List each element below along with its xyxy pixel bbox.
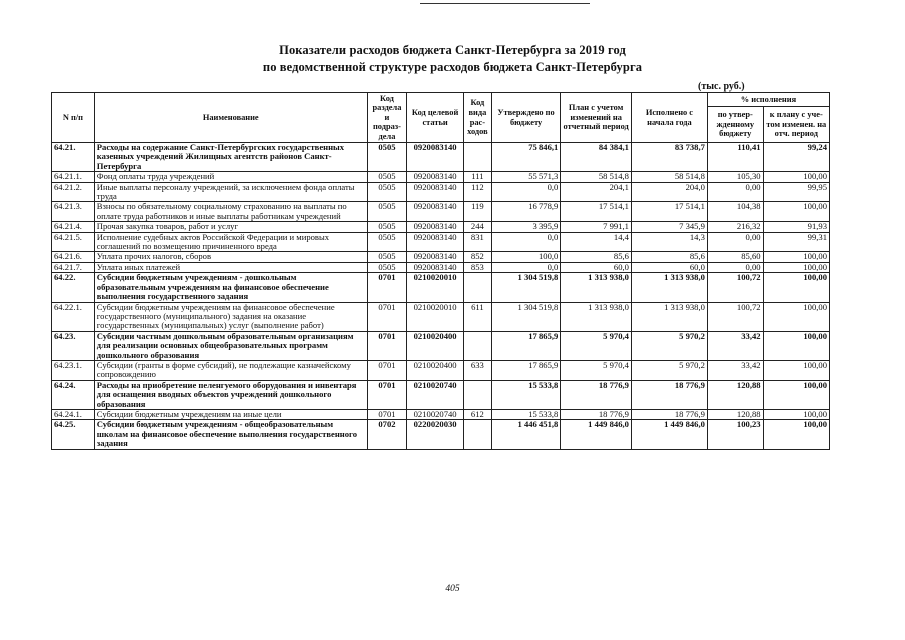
row-razdel-code: 0701: [367, 409, 407, 419]
row-number: 64.25.: [52, 420, 95, 449]
row-name: Взносы по обязательному социальному страхованию на выплаты по оплате труда работников и иные выплаты работникам учреждений: [94, 202, 367, 222]
row-pct-plan: 91,93: [763, 222, 829, 232]
row-executed: 83 738,7: [631, 143, 707, 172]
row-expense-type-code: 852: [463, 252, 491, 262]
row-approved: 1 304 519,8: [491, 273, 561, 302]
row-executed: 1 449 846,0: [631, 420, 707, 449]
row-pct-plan: 99,95: [763, 182, 829, 202]
row-executed: 14,3: [631, 232, 707, 252]
row-executed: 5 970,2: [631, 360, 707, 380]
row-number: 64.21.4.: [52, 222, 95, 232]
row-plan: 5 970,4: [561, 331, 632, 360]
row-target-code: 0920083140: [407, 252, 464, 262]
row-expense-type-code: 119: [463, 202, 491, 222]
row-name: Иные выплаты персоналу учреждений, за исключением фонда оплаты труда: [94, 182, 367, 202]
row-approved: 0,0: [491, 232, 561, 252]
row-executed: 18 776,9: [631, 380, 707, 409]
row-plan: 1 449 846,0: [561, 420, 632, 449]
row-target-code: 0920083140: [407, 182, 464, 202]
row-number: 64.21.: [52, 143, 95, 172]
row-executed: 60,0: [631, 262, 707, 272]
row-razdel-code: 0701: [367, 380, 407, 409]
row-executed: 204,0: [631, 182, 707, 202]
row-expense-type-code: 831: [463, 232, 491, 252]
table-row: [52, 302, 830, 331]
row-target-code: 0920083140: [407, 202, 464, 222]
table-row: [52, 262, 830, 272]
row-pct-approved: 0,00: [707, 262, 763, 272]
units-label: (тыс. руб.): [698, 81, 745, 92]
row-target-code: 0220020030: [407, 420, 464, 449]
row-name: Прочая закупка товаров, работ и услуг: [94, 222, 367, 232]
row-number: 64.24.: [52, 380, 95, 409]
row-pct-plan: 100,00: [763, 380, 829, 409]
row-pct-approved: 100,23: [707, 420, 763, 449]
row-approved: 0,0: [491, 262, 561, 272]
row-pct-approved: 110,41: [707, 143, 763, 172]
row-executed: 18 776,9: [631, 409, 707, 419]
row-executed: 1 313 938,0: [631, 302, 707, 331]
row-expense-type-code: 112: [463, 182, 491, 202]
header-cs: Код целевой статьи: [407, 93, 464, 143]
row-plan: 84 384,1: [561, 143, 632, 172]
row-approved: 17 865,9: [491, 331, 561, 360]
table-row: [52, 380, 830, 409]
row-number: 64.24.1.: [52, 409, 95, 419]
row-number: 64.21.1.: [52, 172, 95, 182]
row-pct-approved: 120,88: [707, 380, 763, 409]
row-pct-approved: 120,88: [707, 409, 763, 419]
row-number: 64.23.: [52, 331, 95, 360]
row-executed: 5 970,2: [631, 331, 707, 360]
row-target-code: 0920083140: [407, 232, 464, 252]
row-plan: 5 970,4: [561, 360, 632, 380]
row-razdel-code: 0505: [367, 252, 407, 262]
row-plan: 1 313 938,0: [561, 302, 632, 331]
row-target-code: 0210020740: [407, 380, 464, 409]
table-row: [52, 420, 830, 449]
row-number: 64.21.6.: [52, 252, 95, 262]
row-target-code: 0920083140: [407, 222, 464, 232]
row-approved: 1 304 519,8: [491, 302, 561, 331]
document-title-line2: по ведомственной структуре расходов бюджета Санкт-Петербурга: [262, 60, 643, 74]
row-name: Расходы на приобретение пеленгуемого оборудования и инвентаря для оснащения вводных объектов учреждений дошкольного образования: [94, 380, 367, 409]
header-pct-plan: к плану с уче-том изменен. на отч. период: [763, 107, 829, 143]
table-row: [52, 172, 830, 182]
header-plan: План с учетом изменений на отчетный период: [561, 93, 632, 143]
row-target-code: 0210020010: [407, 302, 464, 331]
row-expense-type-code: 244: [463, 222, 491, 232]
row-approved: 75 846,1: [491, 143, 561, 172]
row-pct-approved: 33,42: [707, 331, 763, 360]
table-row: [52, 182, 830, 202]
row-number: 64.21.2.: [52, 182, 95, 202]
row-target-code: 0210020400: [407, 331, 464, 360]
header-pct-approved: по утвер-жденному бюджету: [707, 107, 763, 143]
page-number: 405: [445, 584, 460, 594]
row-expense-type-code: [463, 273, 491, 302]
row-target-code: 0920083140: [407, 172, 464, 182]
table-row: [52, 143, 830, 172]
table-row: [52, 202, 830, 222]
row-pct-approved: 216,32: [707, 222, 763, 232]
row-pct-plan: 100,00: [763, 360, 829, 380]
table-row: [52, 331, 830, 360]
row-approved: 17 865,9: [491, 360, 561, 380]
row-razdel-code: 0701: [367, 273, 407, 302]
row-pct-plan: 100,00: [763, 420, 829, 449]
top-rule: [420, 3, 590, 4]
row-razdel-code: 0505: [367, 222, 407, 232]
row-name: Фонд оплаты труда учреждений: [94, 172, 367, 182]
row-razdel-code: 0702: [367, 420, 407, 449]
row-razdel-code: 0505: [367, 232, 407, 252]
document-title-line1: Показатели расходов бюджета Санкт-Петербурга за 2019 год: [279, 43, 626, 57]
row-pct-approved: 105,30: [707, 172, 763, 182]
row-approved: 16 778,9: [491, 202, 561, 222]
row-approved: 100,0: [491, 252, 561, 262]
row-name: Субсидии (гранты в форме субсидий), не подлежащие казначейскому сопровождению: [94, 360, 367, 380]
row-pct-approved: 33,42: [707, 360, 763, 380]
row-expense-type-code: [463, 380, 491, 409]
row-pct-approved: 85,60: [707, 252, 763, 262]
row-pct-approved: 0,00: [707, 182, 763, 202]
row-pct-plan: 100,00: [763, 202, 829, 222]
table-row: [52, 360, 830, 380]
row-approved: 0,0: [491, 182, 561, 202]
row-number: 64.22.: [52, 273, 95, 302]
row-approved: 1 446 451,8: [491, 420, 561, 449]
row-pct-plan: 100,00: [763, 172, 829, 182]
row-expense-type-code: 633: [463, 360, 491, 380]
row-razdel-code: 0505: [367, 202, 407, 222]
row-plan: 58 514,8: [561, 172, 632, 182]
table-body: [52, 143, 830, 450]
row-number: 64.21.5.: [52, 232, 95, 252]
row-name: Уплата прочих налогов, сборов: [94, 252, 367, 262]
row-pct-plan: 100,00: [763, 273, 829, 302]
row-approved: 55 571,3: [491, 172, 561, 182]
row-name: Субсидии бюджетным учреждениям на финансовое обеспечение государственного (муниципального) задания на оказание государственных (муниципальных) услуг (выполнение работ): [94, 302, 367, 331]
row-pct-approved: 100,72: [707, 273, 763, 302]
row-plan: 1 313 938,0: [561, 273, 632, 302]
row-pct-plan: 100,00: [763, 302, 829, 331]
table-row: [52, 222, 830, 232]
row-target-code: 0210020010: [407, 273, 464, 302]
row-razdel-code: 0505: [367, 172, 407, 182]
row-expense-type-code: 853: [463, 262, 491, 272]
budget-table: [51, 92, 830, 450]
header-razdel: Код раздела и подраз-дела: [367, 93, 407, 143]
row-plan: 85,6: [561, 252, 632, 262]
row-pct-plan: 100,00: [763, 331, 829, 360]
table-row: [52, 273, 830, 302]
header-vr: Код вида рас-ходов: [463, 93, 491, 143]
row-expense-type-code: 111: [463, 172, 491, 182]
row-expense-type-code: [463, 331, 491, 360]
header-name: Наименование: [94, 93, 367, 143]
row-executed: 7 345,9: [631, 222, 707, 232]
row-number: 64.23.1.: [52, 360, 95, 380]
row-plan: 204,1: [561, 182, 632, 202]
row-number: 64.22.1.: [52, 302, 95, 331]
row-pct-plan: 99,31: [763, 232, 829, 252]
table-row: [52, 232, 830, 252]
row-name: Субсидии бюджетным учреждениям - общеобразовательным школам на финансовое обеспечение выполнения государственного задания: [94, 420, 367, 449]
row-plan: 17 514,1: [561, 202, 632, 222]
row-razdel-code: 0701: [367, 360, 407, 380]
row-target-code: 0210020740: [407, 409, 464, 419]
row-name: Субсидии бюджетным учреждениям на иные цели: [94, 409, 367, 419]
row-executed: 85,6: [631, 252, 707, 262]
row-plan: 18 776,9: [561, 409, 632, 419]
header-executed: Исполнено с начала года: [631, 93, 707, 143]
row-pct-approved: 104,38: [707, 202, 763, 222]
row-target-code: 0920083140: [407, 143, 464, 172]
row-pct-plan: 99,24: [763, 143, 829, 172]
row-number: 64.21.3.: [52, 202, 95, 222]
row-approved: 3 395,9: [491, 222, 561, 232]
row-name: Субсидии бюджетным учреждениям - дошкольным образовательным учреждениям на финансовое обеспечение выполнения государственного задания: [94, 273, 367, 302]
row-target-code: 0210020400: [407, 360, 464, 380]
row-name: Уплата иных платежей: [94, 262, 367, 272]
row-executed: 58 514,8: [631, 172, 707, 182]
row-name: Исполнение судебных актов Российской Федерации и мировых соглашений по возмещению причиненного вреда: [94, 232, 367, 252]
row-expense-type-code: 611: [463, 302, 491, 331]
row-pct-plan: 100,00: [763, 252, 829, 262]
row-plan: 7 991,1: [561, 222, 632, 232]
row-plan: 60,0: [561, 262, 632, 272]
row-expense-type-code: 612: [463, 409, 491, 419]
row-expense-type-code: [463, 420, 491, 449]
header-approved: Утверждено по бюджету: [491, 93, 561, 143]
row-razdel-code: 0505: [367, 182, 407, 202]
row-plan: 18 776,9: [561, 380, 632, 409]
row-executed: 17 514,1: [631, 202, 707, 222]
row-name: Субсидии частным дошкольным образовательным организациям для реализации основных общеобразовательных программ дошкольного образования: [94, 331, 367, 360]
table-row: [52, 409, 830, 419]
row-approved: 15 533,8: [491, 409, 561, 419]
row-razdel-code: 0505: [367, 143, 407, 172]
row-pct-approved: 0,00: [707, 232, 763, 252]
row-razdel-code: 0505: [367, 262, 407, 272]
header-num: N п/п: [52, 93, 95, 143]
row-pct-approved: 100,72: [707, 302, 763, 331]
row-razdel-code: 0701: [367, 302, 407, 331]
row-name: Расходы на содержание Санкт-Петербургских государственных казенных учреждений Жилищных агентств районов Санкт-Петербурга: [94, 143, 367, 172]
row-approved: 15 533,8: [491, 380, 561, 409]
row-razdel-code: 0701: [367, 331, 407, 360]
row-pct-plan: 100,00: [763, 409, 829, 419]
row-pct-plan: 100,00: [763, 262, 829, 272]
header-pct-group: % исполнения: [707, 93, 829, 107]
row-plan: 14,4: [561, 232, 632, 252]
row-number: 64.21.7.: [52, 262, 95, 272]
row-target-code: 0920083140: [407, 262, 464, 272]
table-row: [52, 252, 830, 262]
row-executed: 1 313 938,0: [631, 273, 707, 302]
row-expense-type-code: [463, 143, 491, 172]
